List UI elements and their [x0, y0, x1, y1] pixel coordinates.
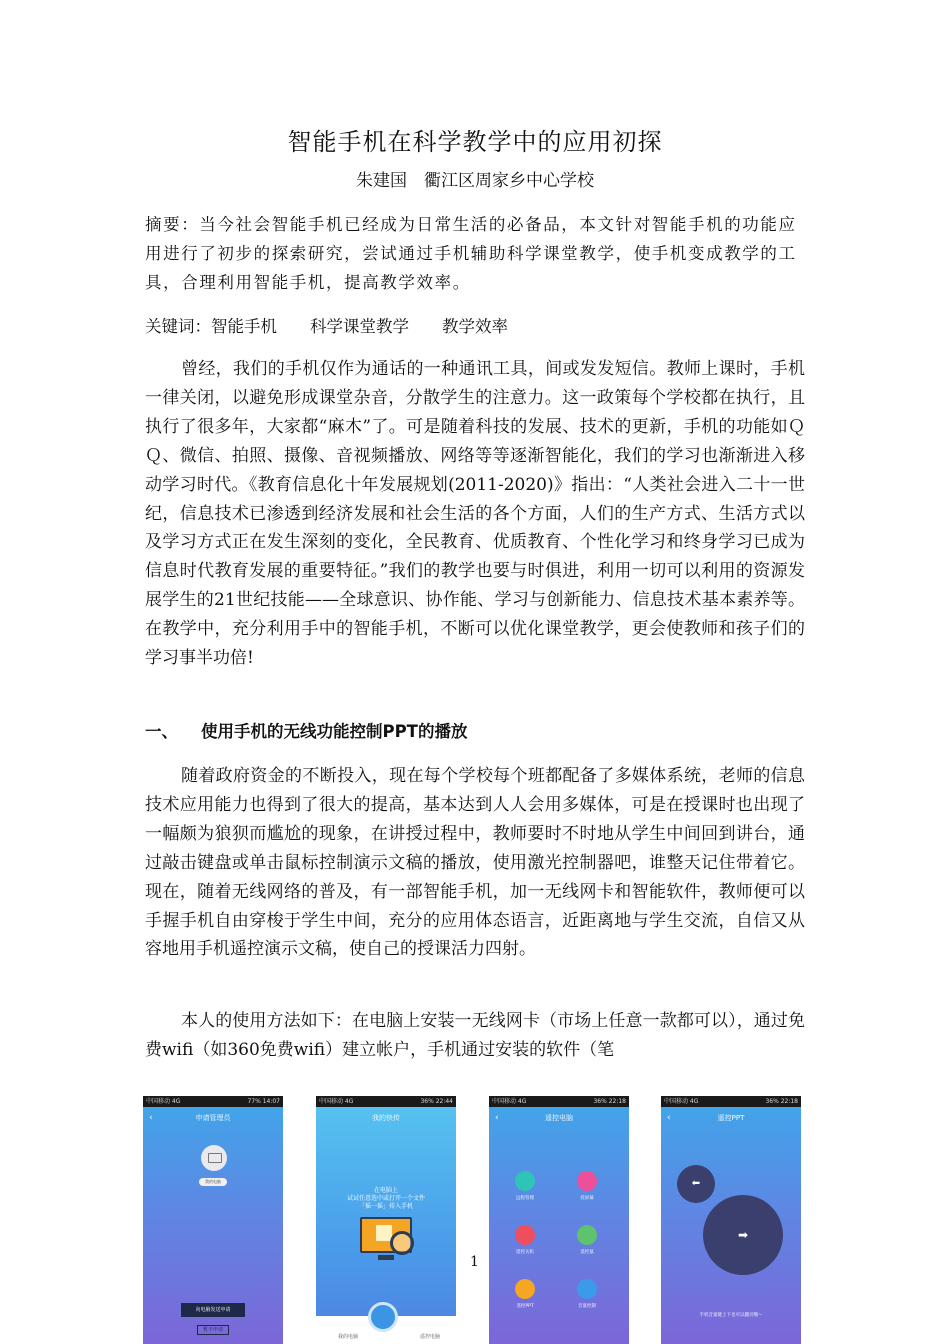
volume-key-hint: 手机音量键上下也可以翻页哦～ — [699, 1313, 763, 1318]
screen-cast-icon[interactable] — [577, 1171, 597, 1191]
wifi-badge: 我的电脑 — [199, 1178, 227, 1186]
page-number: 1 — [470, 1254, 479, 1270]
app-screen — [661, 1107, 801, 1344]
send-request-button[interactable]: 向电脑发送申请 — [181, 1303, 245, 1317]
magnifier-icon — [390, 1231, 414, 1255]
document-title: 智能手机在科学教学中的应用初探 — [287, 128, 663, 156]
carrier-label: 中国移动 4G — [319, 1098, 354, 1105]
next-slide-button[interactable]: ➡ — [703, 1195, 783, 1275]
phone-screenshot-remote-control — [489, 1096, 629, 1344]
shutdown-icon[interactable] — [515, 1225, 535, 1245]
section-number: 一、 — [145, 722, 178, 741]
battery-time: 36% 22:18 — [593, 1098, 626, 1105]
battery-time: 36% 22:18 — [765, 1098, 798, 1105]
screen-title: ‹ 遥控PPT — [667, 1113, 745, 1123]
battery-time: 36% 22:44 — [420, 1098, 453, 1105]
keywords: 关键词：智能手机 科学课堂教学 教学效率 — [145, 317, 508, 336]
control-label: 遥控鼠 — [580, 1250, 594, 1255]
back-icon[interactable]: ‹ — [667, 1113, 671, 1123]
carrier-label: 中国移动 4G — [492, 1098, 527, 1105]
decline-button[interactable]: 暂不申请 — [197, 1325, 229, 1335]
ppt-icon[interactable] — [515, 1279, 535, 1299]
transfer-message: 在电脑上 试试任意选中或打开一个文件 「摇一摇」传入手机 — [346, 1187, 425, 1210]
app-screen — [316, 1107, 456, 1344]
computer-icon — [201, 1145, 227, 1171]
control-label: 远程管理 — [516, 1196, 534, 1201]
paragraph-intro: 曾经，我们的手机仅作为通话的一种通讯工具，间或发发短信。教师上课时，手机一律关闭，以避免形成课堂杂音，分散学生的注意力。这一政策每个学校都在执行，且执行了很多年，大家都“麻木”了。可是随着科技的发展、技术的更新，手机的功能如ＱＱ、微信、拍照、摄像、音视频播放、网络等等逐渐智能化，我们的学习也渐渐进入移动学习时代。《教育信息化十年发展规划(2011-2020)》指出：“人类社会进入二十一世纪，信息技术已渗透到经济发展和社会生活的各个方面，人们的生产方式、生活方式以及学习方式正在发生深刻的变化，全民教育、优质教育、个性化学习和终身学习已成为信息时代教育发展的重要特征。”我们的教学也要与时俱进，利用一切可以利用的资源发展学生的21世纪技能——全球意识、协作能、学习与创新能力、信息技术基本素养等。在教学中，充分利用手中的智能手机，不断可以优化课堂教学，更会使教师和孩子们的学习事半功倍! — [145, 359, 805, 669]
control-label: 遥控PPT — [516, 1304, 534, 1309]
section-title: 使用手机的无线功能控制PPT的播放 — [201, 722, 468, 741]
volume-icon[interactable] — [577, 1279, 597, 1299]
shake-transfer-button[interactable] — [368, 1302, 398, 1332]
status-bar — [489, 1096, 629, 1107]
control-label: 音量控制 — [578, 1304, 596, 1309]
app-screen — [143, 1107, 283, 1344]
tab-remote-computer[interactable]: 遥控电脑 — [419, 1334, 440, 1340]
status-bar — [316, 1096, 456, 1107]
screen-title: 我的快传 — [372, 1114, 400, 1122]
remote-manage-icon[interactable] — [515, 1171, 535, 1191]
abstract: 摘要：当今社会智能手机已经成为日常生活的必备品，本文针对智能手机的功能应用进行了初步的探索研究，尝试通过手机辅助科学课堂教学，使手机变成教学的工具，合理利用智能手机，提高教学效率。 — [145, 215, 797, 292]
phone-screenshot-admin-request — [143, 1096, 283, 1344]
app-screen — [489, 1107, 629, 1344]
carrier-label: 中国移动 4G — [146, 1098, 181, 1105]
screen-title: ‹ 申请管理员 — [149, 1113, 231, 1123]
carrier-label: 中国移动 4G — [664, 1098, 699, 1105]
previous-slide-button[interactable]: ⬅ — [677, 1165, 715, 1203]
control-label: 投屏幕 — [580, 1196, 594, 1201]
battery-time: 77% 14:07 — [247, 1098, 280, 1105]
phone-screenshot-quick-transfer — [316, 1096, 456, 1344]
screen-title: ‹ 遥控电脑 — [495, 1113, 573, 1123]
paragraph-ppt-control: 随着政府资金的不断投入，现在每个学校每个班都配备了多媒体系统，老师的信息技术应用能力也得到了很大的提高，基本达到人人会用多媒体，可是在授课时也出现了一幅颇为狼狈而尴尬的现象，在讲授过程中，教师要时不时地从学生中间回到讲台，通过敲击键盘或单击鼠标控制演示文稿的播放，使用激光控制器吧，谁整天记住带着它。现在，随着无线网络的普及，有一部智能手机，加一无线网卡和智能软件，教师便可以手握手机自由穿梭于学生中间，充分的应用体态语言，近距离地与学生交流，自信又从容地用手机遥控演示文稿，使自己的授课活力四射。 — [145, 766, 805, 960]
tab-my-computer[interactable]: 我的电脑 — [338, 1334, 359, 1340]
section-heading — [145, 718, 467, 742]
control-label: 遥控关机 — [516, 1250, 534, 1255]
monitor-stand — [378, 1255, 394, 1260]
author-line: 朱建国 衢江区周家乡中心学校 — [356, 171, 594, 191]
status-bar — [143, 1096, 283, 1107]
phone-screenshot-remote-ppt — [661, 1096, 801, 1344]
back-icon[interactable]: ‹ — [495, 1113, 499, 1123]
status-bar — [661, 1096, 801, 1107]
bottom-tab-bar — [316, 1316, 456, 1344]
back-icon[interactable]: ‹ — [149, 1113, 153, 1123]
mouse-icon[interactable] — [577, 1225, 597, 1245]
paragraph-usage: 本人的使用方法如下：在电脑上安装一无线网卡（市场上任意一款都可以），通过免费wifi（如360免费wifi）建立帐户，手机通过安装的软件（笔 — [145, 1011, 805, 1060]
